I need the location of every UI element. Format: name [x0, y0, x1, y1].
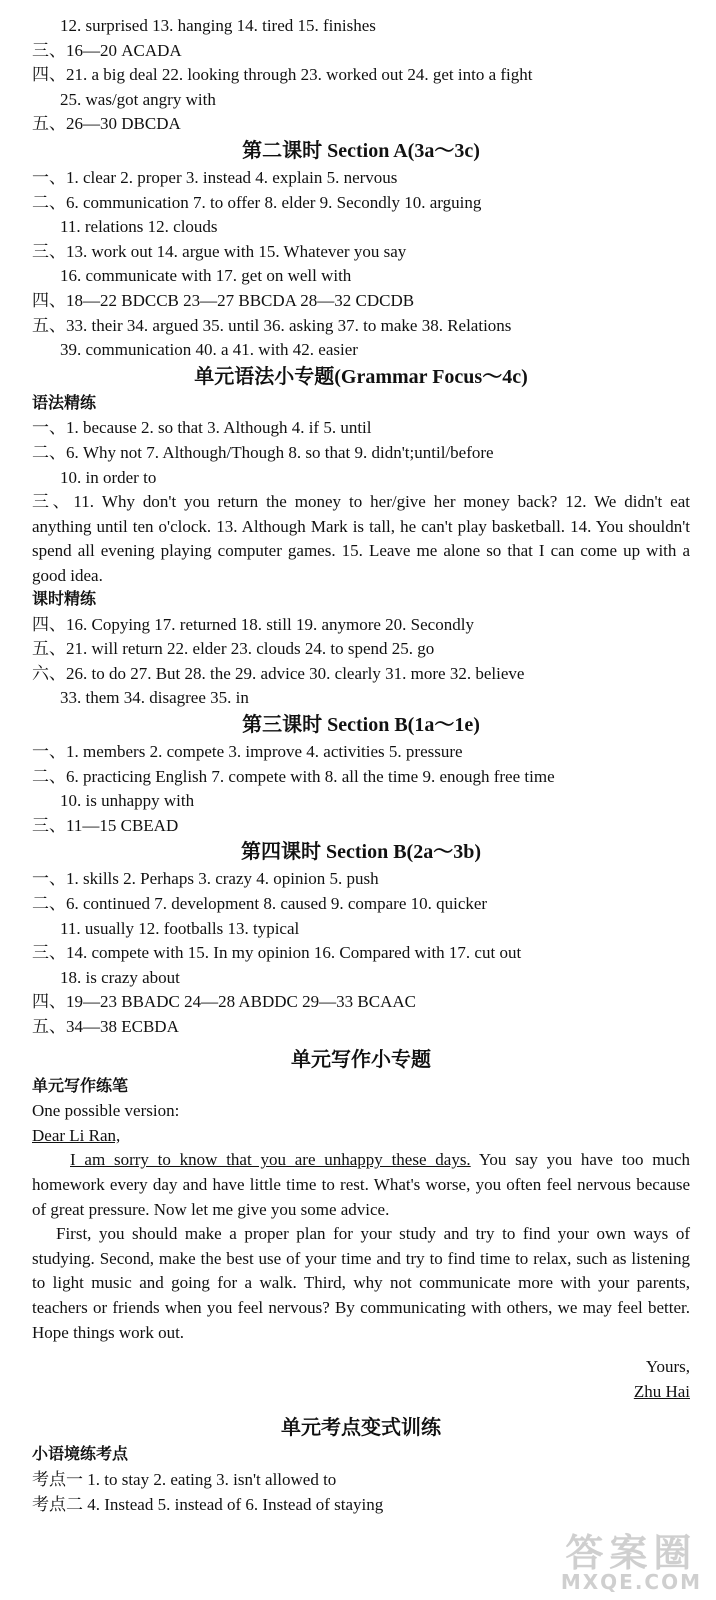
- answer-line: 五、34—38 ECBDA: [32, 1017, 179, 1036]
- watermark-url: MXQE.COM: [560, 1570, 702, 1594]
- answer-line: 四、19—23 BBADC 24—28 ABDDC 29—33 BCAAC: [32, 992, 416, 1012]
- watermark-logo: [560, 1531, 702, 1594]
- signature-text: Zhu Hai: [633, 1381, 690, 1401]
- subheading: 小语境练考点: [32, 1446, 129, 1464]
- answer-line: 一、1. skills 2. Perhaps 3. crazy 4. opinion 5. push: [32, 869, 379, 889]
- subheading: 课时精练: [32, 591, 97, 609]
- section-heading: 第二课时 Section A(3a～3c): [242, 139, 480, 162]
- answer-line: 考点二 4. Instead 5. instead of 6. Instead of staying: [32, 1494, 384, 1514]
- answer-line: 33. them 34. disagree 35. in: [60, 688, 249, 708]
- answer-line: 二、6. continued 7. development 8. caused 9. compare 10. quicker: [32, 894, 488, 914]
- answer-line: 三、16—20 ACADA: [32, 40, 182, 60]
- answer-line: 三、11—15 CBEAD: [32, 815, 179, 835]
- answer-line: 10. in order to: [60, 467, 157, 487]
- answer-line: 三、14. compete with 15. In my opinion 16. Compared with 17. cut out: [32, 943, 522, 963]
- section-heading: 单元语法小专题(Grammar Focus～4c): [194, 365, 528, 388]
- section-heading: 单元写作小专题: [291, 1048, 431, 1071]
- answer-line: 四、21. a big deal 22. looking through 23. worked out 24. get into a fight: [32, 65, 533, 85]
- answer-line: 六、26. to do 27. But 28. the 29. advice 30. clearly 31. more 32. believe: [32, 663, 525, 683]
- essay-closing: Yours,: [645, 1357, 690, 1377]
- essay-paragraph-1-text: You say you have too much homework every day and have little time to rest. What's worse, you often feel nervous because of great pressure. Now let me give you some advice.: [32, 1150, 690, 1219]
- section-heading: 单元考点变式训练: [281, 1417, 441, 1440]
- essay-greeting: [32, 1124, 690, 1149]
- answer-line: 10. is unhappy with: [60, 791, 195, 811]
- answer-line: 四、16. Copying 17. returned 18. still 19. anymore 20. Secondly: [32, 614, 474, 634]
- subheading: 语法精练: [32, 394, 97, 412]
- answer-line: 五、26—30 DBCDA: [32, 114, 181, 134]
- answer-line: 二、6. Why not 7. Although/Though 8. so that 9. didn't;until/before: [32, 442, 494, 462]
- answer-line: 一、1. clear 2. proper 3. instead 4. explain 5. nervous: [32, 167, 398, 187]
- answer-key: [32, 14, 690, 1517]
- answer-line: 考点一 1. to stay 2. eating 3. isn't allowed to: [32, 1469, 337, 1489]
- answer-line: 18. is crazy about: [60, 967, 180, 987]
- answer-line: 五、33. their 34. argued 35. until 36. asking 37. to make 38. Relations: [32, 315, 512, 335]
- answer-line: 11. usually 12. footballs 13. typical: [60, 918, 300, 938]
- essay-version-label: One possible version:: [32, 1101, 180, 1121]
- essay-signature: [32, 1380, 690, 1405]
- answer-line: 11. relations 12. clouds: [60, 217, 218, 237]
- watermark-main: 答案圈: [565, 1531, 698, 1575]
- answer-paragraph: 三、11. Why don't you return the money to her/give her money back? 12. We didn't eat anything until ten o'clock. 13. Although Mark is tall, he can't play basketball. 14. You shouldn't spend all evening playing computer games. 15. Leave me alone so that I can come up with a good idea.: [32, 492, 690, 585]
- essay-paragraph-1: [32, 1148, 690, 1222]
- answer-line: 一、1. because 2. so that 3. Although 4. if 5. until: [32, 418, 372, 438]
- answer-line: 12. surprised 13. hanging 14. tired 15. finishes: [60, 16, 376, 35]
- subheading: 单元写作练笔: [32, 1077, 129, 1095]
- answer-line: 四、18—22 BDCCB 23—27 BBCDA 28—32 CDCDB: [32, 290, 415, 310]
- essay-paragraph-2: First, you should make a proper plan for your study and try to find your own ways of studying. Second, make the best use of your time and try to find time to relax, such as listening to light music and going for a walk. Third, why not communicate more with your parents, teachers or friends when you feel nervous? By communicating with others, we may feel better. Hope things work out.: [32, 1224, 690, 1342]
- section-heading: 第三课时 Section B(1a～1e): [242, 714, 480, 737]
- answer-line: 三、13. work out 14. argue with 15. Whatever you say: [32, 241, 407, 261]
- greeting-text: Dear Li Ran,: [32, 1125, 121, 1145]
- answer-line: 二、6. communication 7. to offer 8. elder 9. Secondly 10. arguing: [32, 192, 482, 212]
- section-heading: 第四课时 Section B(2a～3b): [241, 841, 481, 864]
- answer-line: 39. communication 40. a 41. with 42. easier: [60, 340, 358, 360]
- answer-line: 25. was/got angry with: [60, 89, 216, 109]
- essay-topic-sentence: I am sorry to know that you are unhappy these days.: [70, 1150, 471, 1170]
- answer-line: 16. communicate with 17. get on well with: [60, 266, 352, 286]
- answer-line: 一、1. members 2. compete 3. improve 4. activities 5. pressure: [32, 742, 463, 762]
- answer-line: 二、6. practicing English 7. compete with 8. all the time 9. enough free time: [32, 766, 555, 786]
- answer-line: 五、21. will return 22. elder 23. clouds 24. to spend 25. go: [32, 639, 435, 659]
